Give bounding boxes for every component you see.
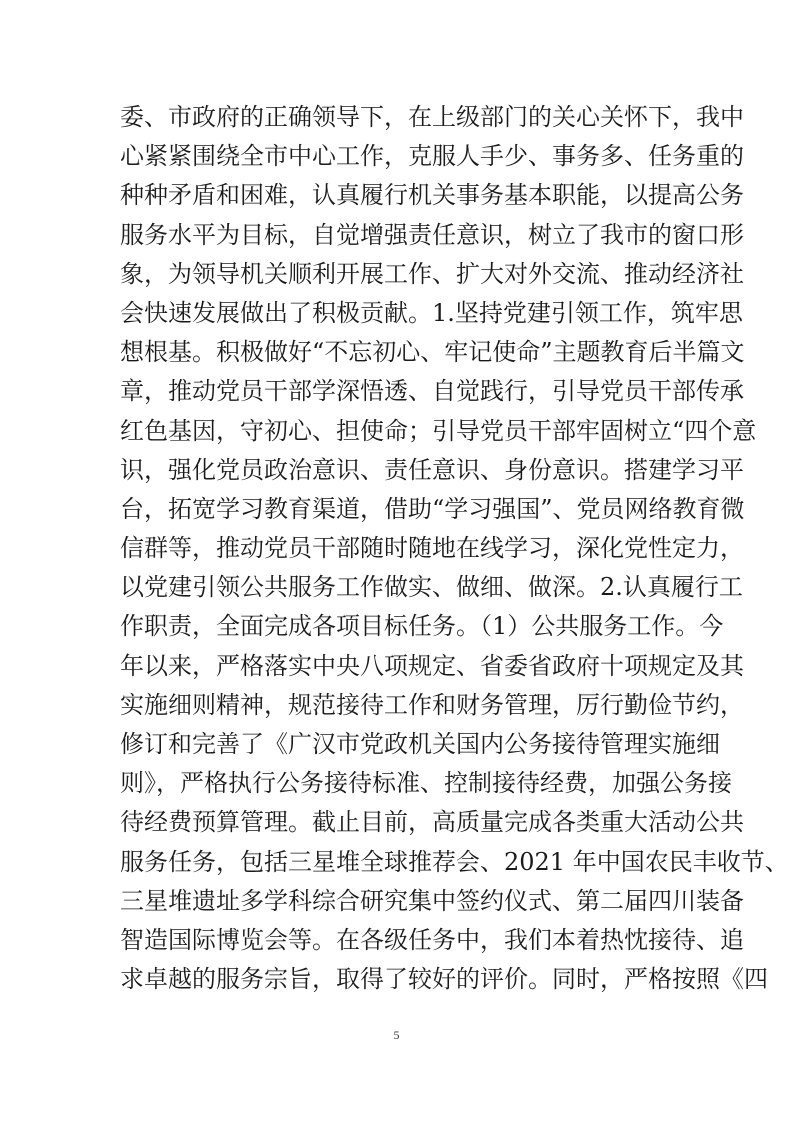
text-line: 台，拓宽学习教育渠道，借助“学习强国”、党员网络教育微 bbox=[120, 494, 745, 523]
text-line: 委、市政府的正确领导下，在上级部门的关心关怀下，我中 bbox=[120, 103, 744, 131]
text-line: 待经费预算管理。截止目前，高质量完成各类重大活动公共 bbox=[120, 808, 744, 837]
text-line: 年以来，严格落实中央八项规定、省委省政府十项规定及其 bbox=[120, 651, 744, 680]
text-line: 想根基。积极做好“不忘初心、牢记使命”主题教育后半篇文 bbox=[120, 338, 745, 367]
text-line: 服务任务，包括三星堆全球推荐会、2021 年中国农民丰收节、 bbox=[120, 847, 789, 876]
text-line: 象，为领导机关顺利开展工作、扩大对外交流、推动经济社 bbox=[120, 259, 744, 288]
text-line: 心紧紧围绕全市中心工作，克服人手少、事务多、任务重的 bbox=[120, 142, 744, 171]
text-line: 信群等，推动党员干部随时随地在线学习，深化党性定力， bbox=[120, 534, 744, 563]
text-line: 识，强化党员政治意识、责任意识、身份意识。搭建学习平 bbox=[120, 455, 744, 484]
text-line: 章，推动党员干部学深悟透、自觉践行，引导党员干部传承 bbox=[120, 377, 744, 406]
text-line: 作职责，全面完成各项目标任务。（1）公共服务工作。今 bbox=[120, 612, 724, 641]
text-line: 种种矛盾和困难，认真履行机关事务基本职能，以提高公务 bbox=[120, 181, 744, 210]
text-line: 则》，严格执行公务接待标准、控制接待经费，加强公务接 bbox=[120, 769, 732, 798]
text-line: 会快速发展做出了积极贡献。1.坚持党建引领工作，筑牢思 bbox=[120, 298, 743, 327]
text-line: 实施细则精神，规范接待工作和财务管理，厉行勤俭节约， bbox=[120, 690, 744, 719]
text-line: 求卓越的服务宗旨，取得了较好的评价。同时，严格按照《四 bbox=[120, 965, 768, 994]
text-line: 修订和完善了《广汉市党政机关国内公务接待管理实施细 bbox=[120, 730, 720, 758]
text-line: 三星堆遗址多学科综合研究集中签约仪式、第二届四川装备 bbox=[120, 886, 744, 915]
text-line: 红色基因，守初心、担使命；引导党员干部牢固树立“四个意 bbox=[120, 416, 757, 445]
page-number: 5 bbox=[393, 1028, 400, 1042]
text-line: 服务水平为目标，自觉增强责任意识，树立了我市的窗口形 bbox=[120, 220, 744, 249]
text-line: 智造国际博览会等。在各级任务中，我们本着热忱接待、追 bbox=[120, 925, 744, 954]
text-line: 以党建引领公共服务工作做实、做细、做深。2.认真履行工 bbox=[120, 573, 743, 602]
body-text bbox=[120, 98, 789, 999]
